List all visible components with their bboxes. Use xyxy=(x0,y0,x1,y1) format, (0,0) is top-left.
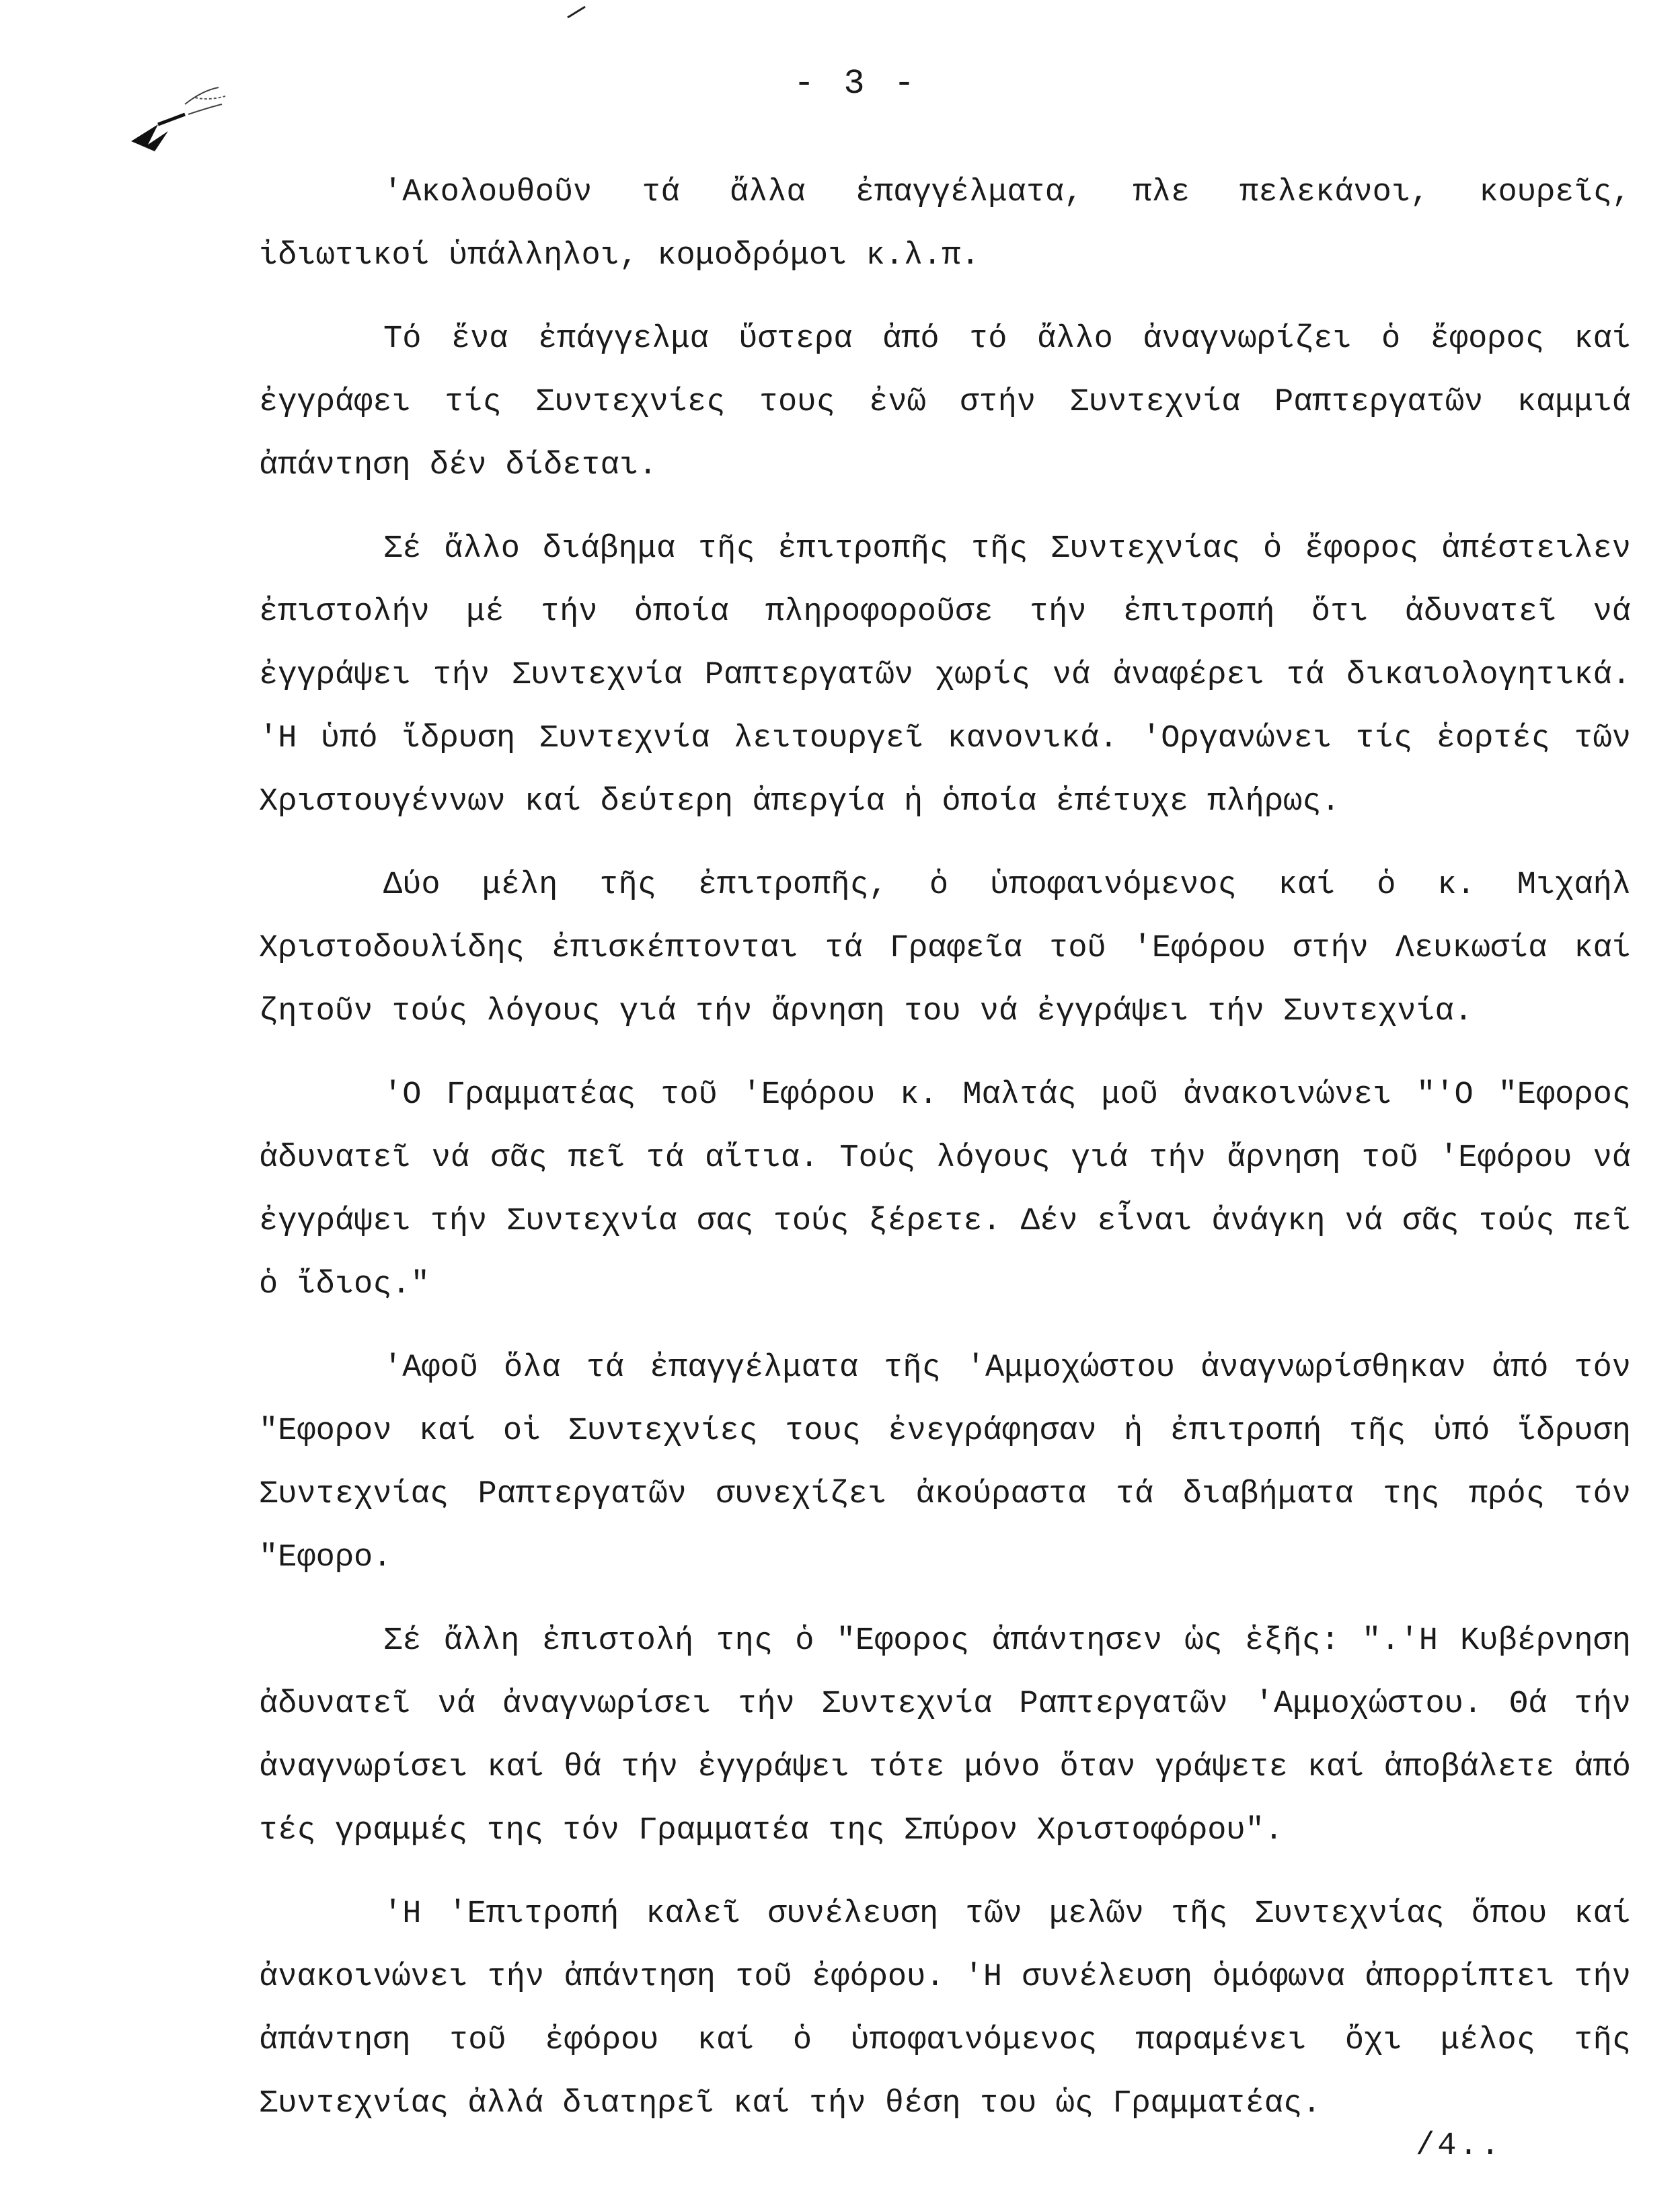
body-text xyxy=(259,161,1631,2156)
paragraph-1: 'Ακολουθοῦν τά ἄλλα ἐπαγγέλματα, πλε πελεκάνοι, κουρεῖς, ἰδιωτικοί ὑπάλληλοι, κομοδρόμοι κ.λ.π. xyxy=(259,175,1631,274)
continuation-page-ref: /4.. xyxy=(1416,2128,1502,2164)
paragraph-3: Σέ ἄλλο διάβημα τῆς ἐπιτροπῆς τῆς Συντεχνίας ὁ ἔφορος ἀπέστειλεν ἐπιστολήν μέ τήν ὁποία πληροφοροῦσε τήν ἐπιτροπή ὅτι ἀδυνατεῖ νά ἐγγράψει τήν Συντεχνία Ραπτεργατῶν χωρίς νά ἀναφέρει τά δικαιολογητικά. 'Η ὑπό ἵδρυση Συντεχνία λειτουργεῖ κανονικά. 'Οργανώνει τίς ἑορτές τῶν Χριστουγέννων καί δεύτερη ἀπεργία ἡ ὁποία ἐπέτυχε πλήρως. xyxy=(259,531,1631,820)
pen-tick-mark xyxy=(566,5,586,19)
paragraph-5: 'Ο Γραμματέας τοῦ 'Εφόρου κ. Μαλτάς μοῦ ἀνακοινώνει "'Ο "Εφορος ἀδυνατεῖ νά σᾶς πεῖ τά αἴτια. Τούς λόγους γιά τήν ἄρνηση τοῦ 'Εφόρου νά ἐγγράψει τήν Συντεχνία σας τούς ξέρετε. Δέν εἶναι ἀνάγκη νά σᾶς τούς πεῖ ὁ ἴδιος." xyxy=(259,1077,1631,1303)
paragraph-6: 'Αφοῦ ὅλα τά ἐπαγγέλματα τῆς 'Αμμοχώστου ἀναγνωρίσθηκαν ἀπό τόν "Εφορον καί οἱ Συντεχνίες τους ἐνεγράφησαν ἡ ἐπιτροπή τῆς ὑπό ἵδρυση Συντεχνίας Ραπτεργατῶν συνεχίζει ἀκούραστα τά διαβήματα της πρός τόν "Εφορο. xyxy=(259,1350,1631,1576)
page-number: - 3 - xyxy=(794,64,919,104)
paragraph-2: Τό ἕνα ἐπάγγελμα ὕστερα ἀπό τό ἄλλο ἀναγνωρίζει ὁ ἔφορος καί ἐγγράφει τίς Συντεχνίες τους ἐνῶ στήν Συντεχνία Ραπτεργατῶν καμμιά ἀπάντηση δέν δίδεται. xyxy=(259,321,1631,484)
paragraph-8: 'Η 'Επιτροπή καλεῖ συνέλευση τῶν μελῶν τῆς Συντεχνίας ὅπου καί ἀνακοινώνει τήν ἀπάντηση τοῦ ἐφόρου. 'Η συνέλευση ὁμόφωνα ἀπορρίπτει τήν ἀπάντηση τοῦ ἐφόρου καί ὁ ὑποφαινόμενος παραμένει ὄχι μέλος τῆς Συντεχνίας ἀλλά διατηρεῖ καί τήν θέση του ὡς Γραμματέας. xyxy=(259,1896,1631,2122)
paragraph-4: Δύο μέλη τῆς ἐπιτροπῆς, ὁ ὑποφαινόμενος καί ὁ κ. Μιχαήλ Χριστοδουλίδης ἐπισκέπτονται τά Γραφεῖα τοῦ 'Εφόρου στήν Λευκωσία καί ζητοῦν τούς λόγους γιά τήν ἄρνηση του νά ἐγγράψει τήν Συντεχνία. xyxy=(259,867,1631,1030)
ink-blot-mark xyxy=(121,77,242,158)
paragraph-7: Σέ ἄλλη ἐπιστολή της ὁ "Εφορος ἀπάντησεν ὡς ἑξῆς: ".'Η Κυβέρνηση ἀδυνατεῖ νά ἀναγνωρίσει τήν Συντεχνία Ραπτεργατῶν 'Αμμοχώστου. Θά τήν ἀναγνωρίσει καί θά τήν ἐγγράψει τότε μόνο ὅταν γράψετε καί ἀποβάλετε ἀπό τές γραμμές της τόν Γραμματέα της Σπύρον Χριστοφόρου". xyxy=(259,1623,1631,1849)
